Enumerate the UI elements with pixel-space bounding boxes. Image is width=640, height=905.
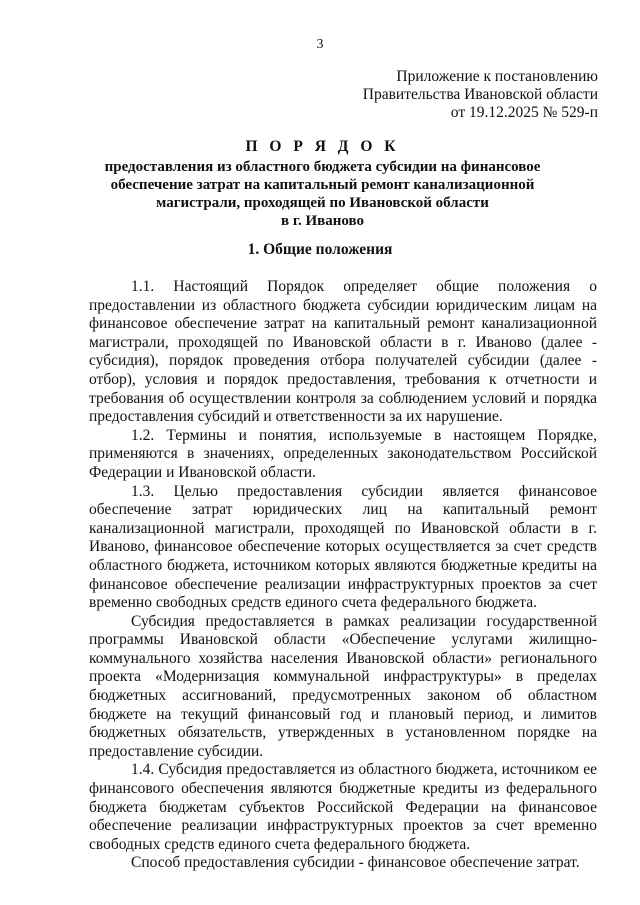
appendix-line-1: Приложение к постановлению — [396, 68, 598, 85]
appendix-line-2: Правительства Ивановской области — [362, 86, 598, 103]
title-line-3: магистрали, проходящей по Ивановской области — [156, 195, 489, 211]
page-number: 3 — [316, 37, 324, 52]
paragraph-1-2: 1.2. Термины и понятия, используемые в настоящем Порядке, применяются в значениях, определенных законодательством Российской Федерации и Ивановской области. — [89, 426, 597, 481]
title-main: П О Р Я Д О К — [245, 138, 400, 155]
paragraph-subsidy-program: Субсидия предоставляется в рамках реализации государственной программы Ивановской области «Обеспечение услугами жилищно-коммунального хозяйства населения Ивановской области» регионального проекта «Модернизация коммунальной инфраструктуры» в пределах бюджетных ассигнований, предусмотренных законом об областном бюджете на текущий финансовый год и плановый период, и лимитов бюджетных обязательств, утвержденных в установленном порядке на предоставление субсидии. — [89, 612, 597, 760]
paragraph-1-4: 1.4. Субсидия предоставляется из областного бюджета, источником ее финансового обеспечения являются бюджетные кредиты из федерального бюджета бюджетам субъектов Российской Федерации на финансовое обеспечение реализации инфраструктурных проектов за счет временно свободных средств единого счета федерального бюджета. — [89, 761, 597, 853]
paragraph-subsidy-method: Способ предоставления субсидии - финансовое обеспечение затрат. — [131, 854, 580, 872]
document-title — [90, 138, 555, 230]
title-line-1: предоставления из областного бюджета субсидии на финансовое — [104, 159, 541, 175]
document-body — [89, 278, 597, 873]
title-line-2: обеспечение затрат на капитальный ремонт канализационной — [110, 177, 535, 193]
section-heading: 1. Общие положения — [247, 241, 393, 258]
title-line-4: в г. Иваново — [280, 213, 364, 229]
appendix-line-3: от 19.12.2025 № 529-п — [450, 104, 598, 121]
paragraph-1-3: 1.3. Целью предоставления субсидии является финансовое обеспечение затрат юридических лиц на капитальный ремонт канализационной магистрали, проходящей по Ивановской области в г. Иваново, финансовое обеспечение которых осуществляется за счет средств областного бюджета, источником которых являются бюджетные кредиты на финансовое обеспечение реализации инфраструктурных проектов за счет временно свободных средств единого счета федерального бюджета. — [89, 482, 597, 612]
paragraph-1-1: 1.1. Настоящий Порядок определяет общие положения о предоставлении из областного бюджета субсидии юридическим лицам на финансовое обеспечение затрат на капитальный ремонт канализационной магистрали, проходящей по Ивановской области в г. Иваново (далее - субсидия), порядок проведения отбора получателей субсидии (далее - отбор), условия и порядок предоставления, требования к отчетности и требования об осуществлении контроля за соблюдением условий и порядка предоставления субсидий и ответственности за их нарушение. — [89, 278, 597, 426]
appendix-reference — [338, 68, 598, 122]
